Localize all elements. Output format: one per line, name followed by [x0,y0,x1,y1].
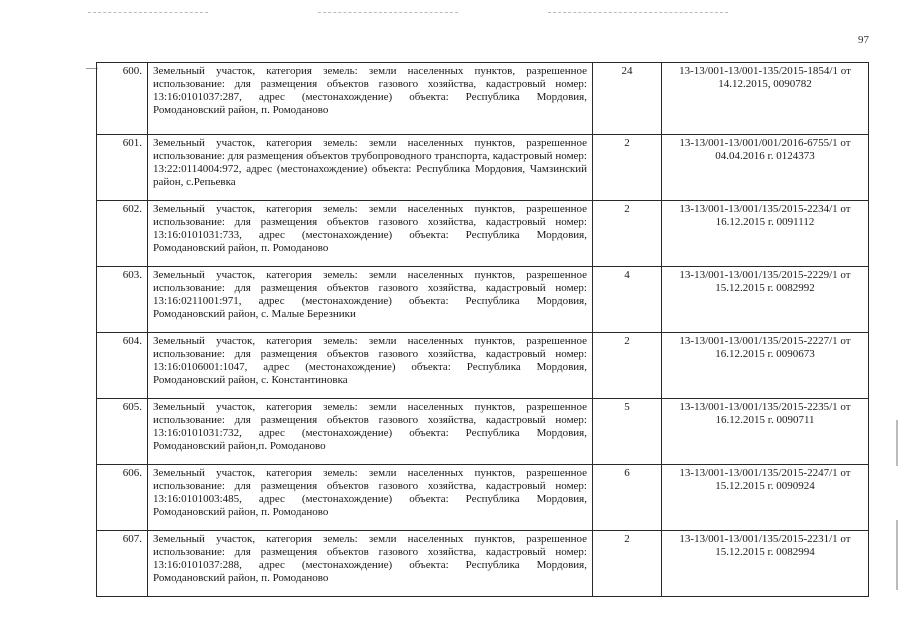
row-number: 607. [97,531,148,597]
row-area: 2 [593,201,662,267]
row-area: 6 [593,465,662,531]
table-row [97,531,869,597]
scan-artifact-top-left [88,12,208,14]
row-area: 2 [593,333,662,399]
row-description: Земельный участок, категория земель: земли населенных пунктов, разрешенное использование: для размещения объектов газового хозяйства, кадастровый номер: 13:16:0211001:971, адрес (местонахождение) объекта: Республика Мордовия, Ромодановский район, с. Малые Березники [148,267,593,333]
row-registration: 13-13/001-13/001/135/2015-2247/1 от 15.12.2015 г. 0090924 [662,465,869,531]
row-registration: 13-13/001-13/001/135/2015-2227/1 от 16.12.2015 г. 0090673 [662,333,869,399]
table-row [97,63,869,135]
table-row [97,267,869,333]
row-number: 603. [97,267,148,333]
row-registration: 13-13/001-13/001/135/2015-2234/1 от 16.12.2015 г. 0091112 [662,201,869,267]
row-number: 602. [97,201,148,267]
row-description: Земельный участок, категория земель: земли населенных пунктов, разрешенное использование: для размещения объектов газового хозяйства, кадастровый номер: 13:16:0101037:287, адрес (местонахождение) объекта: Республика Мордовия, Ромодановский район, п. Ромоданово [148,63,593,135]
row-number: 600. [97,63,148,135]
row-registration: 13-13/001-13/001/135/2015-2229/1 от 15.12.2015 г. 0082992 [662,267,869,333]
row-area: 4 [593,267,662,333]
row-registration: 13-13/001-13/001/135/2015-2231/1 от 15.12.2015 г. 0082994 [662,531,869,597]
table-row [97,465,869,531]
row-number: 605. [97,399,148,465]
scan-artifact-right-edge-2 [896,520,898,590]
row-number: 604. [97,333,148,399]
property-registry-table [96,62,869,597]
row-description: Земельный участок, категория земель: земли населенных пунктов, разрешенное использование: для размещения объектов газового хозяйства, кадастровый номер: 13:16:0101031:732, адрес (местонахождение) объекта: Республика Мордовия, Ромодановский район,п. Ромоданово [148,399,593,465]
table-row [97,201,869,267]
row-number: 606. [97,465,148,531]
row-registration: 13-13/001-13/001-135/2015-1854/1 от 14.12.2015, 0090782 [662,63,869,135]
table-row [97,135,869,201]
row-number: 601. [97,135,148,201]
row-description: Земельный участок, категория земель: земли населенных пунктов, разрешенное использование: для размещения объектов газового хозяйства, кадастровый номер: 13:16:0101037:288, адрес (местонахождение) объекта: Республика Мордовия, Ромодановский район, п. Ромоданово [148,531,593,597]
row-area: 2 [593,135,662,201]
row-description: Земельный участок, категория земель: земли населенных пунктов, разрешенное использование: для размещения объектов газового хозяйства, кадастровый номер: 13:16:0106001:1047, адрес (местонахождение) объекта: Республика Мордовия, Ромодановский район, с. Константиновка [148,333,593,399]
table-row [97,333,869,399]
row-description: Земельный участок, категория земель: земли населенных пунктов, разрешенное использование: для размещения объектов трубопроводного транспорта, кадастровый номер: 13:22:0114004:972, адрес (местонахождение) объекта: Республика Мордовия, Чамзинский район, с.Репьевка [148,135,593,201]
row-description: Земельный участок, категория земель: земли населенных пунктов, разрешенное использование: для размещения объектов газового хозяйства, кадастровый номер: 13:16:0101003:485, адрес (местонахождение) объекта: Республика Мордовия, Ромодановский район, п. Ромоданово [148,465,593,531]
row-area: 5 [593,399,662,465]
row-area: 2 [593,531,662,597]
scan-artifact-top-right [548,12,728,14]
scan-artifact-top-mid [318,12,458,14]
row-registration: 13-13/001-13/001/135/2015-2235/1 от 16.12.2015 г. 0090711 [662,399,869,465]
page-number: 97 [858,34,869,46]
row-description: Земельный участок, категория земель: земли населенных пунктов, разрешенное использование: для размещения объектов газового хозяйства, кадастровый номер: 13:16:0101031:733, адрес (местонахождение) объекта: Республика Мордовия, Ромодановский район, п. Ромоданово [148,201,593,267]
row-registration: 13-13/001-13/001/001/2016-6755/1 от 04.04.2016 г. 0124373 [662,135,869,201]
table-row [97,399,869,465]
row-area: 24 [593,63,662,135]
scan-artifact-right-edge-1 [896,420,898,466]
